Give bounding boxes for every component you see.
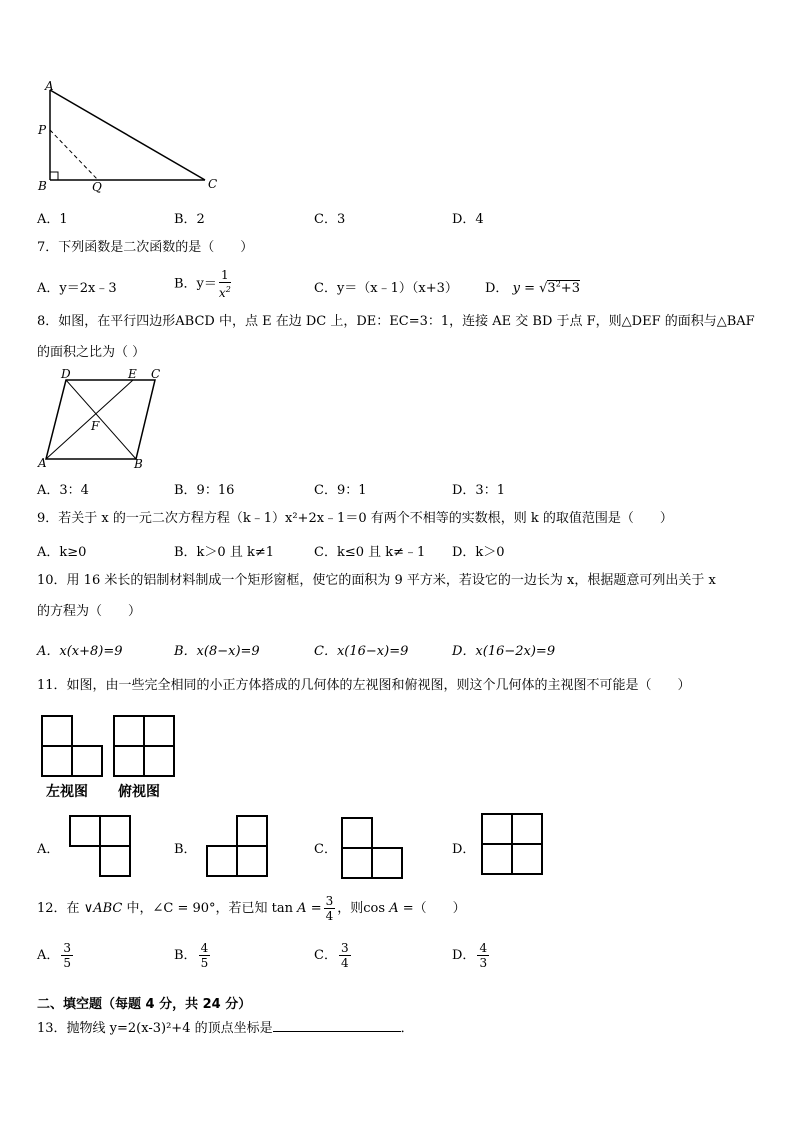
- q8-option-a[interactable]: A．3：4: [37, 483, 89, 498]
- q6-option-c[interactable]: C．3: [314, 212, 346, 227]
- q11-option-c[interactable]: C．: [314, 842, 337, 857]
- q12-b-fraction: $\frac{4}{5}$: [200, 941, 209, 970]
- q11-option-d[interactable]: D．: [452, 842, 476, 857]
- q7-b-num: 1: [219, 268, 231, 283]
- q7-b-den: $x^2$: [218, 285, 231, 300]
- q7-d-eq: =: [524, 281, 535, 296]
- q7-option-d[interactable]: [485, 277, 580, 296]
- q7-option-a[interactable]: A．y＝2x﹣3: [37, 281, 117, 296]
- q8-line1: 8．如图，在平行四边形ABCD 中，点 E 在边 DC 上，DE：EC=3：1，连接 AE 交 BD 于点 F，则△DEF 的面积与△BAF: [37, 314, 755, 329]
- q10-option-d[interactable]: D．x(16−2x)=9: [452, 644, 556, 659]
- top-view-label: 俯视图: [118, 784, 160, 800]
- q9-stem: 9．若关于 x 的一元二次方程方程（k﹣1）x²+2x﹣1＝0 有两个不相等的实数根，则 k 的取值范围是（ ）: [37, 511, 673, 526]
- q12-stem: [37, 892, 466, 926]
- q12-pre: 12．在: [37, 901, 80, 916]
- q9-option-c[interactable]: C．k≤0 且 k≠﹣1: [314, 545, 426, 560]
- q12-tan: tan: [271, 901, 294, 916]
- q11-option-a[interactable]: A．: [37, 842, 60, 857]
- q9-option-a[interactable]: A．k≥0: [37, 545, 87, 560]
- label-c2: C: [151, 367, 161, 381]
- q7-b-fraction: [219, 268, 231, 300]
- label-b2: B: [134, 457, 143, 471]
- parallelogram-figure: [30, 366, 170, 474]
- label-b: B: [38, 179, 47, 193]
- q11-option-b-figure[interactable]: [205, 814, 269, 878]
- q7-b-prefix: B．y＝: [174, 276, 217, 292]
- q10-option-c[interactable]: C．x(16−x)=9: [314, 644, 409, 659]
- q13-post: ．: [400, 1021, 414, 1036]
- q12-cos: cos: [363, 901, 386, 916]
- label-e: E: [128, 367, 137, 381]
- q11-option-b[interactable]: B．: [174, 842, 197, 857]
- q12-angle-a2: A: [389, 901, 399, 916]
- q12-option-d[interactable]: D． $\frac{4}{3}$: [452, 941, 488, 970]
- sqrt-icon: √: [539, 281, 548, 296]
- label-d: D: [61, 367, 71, 381]
- q11-stem: 11．如图，由一些完全相同的小正方体搭成的几何体的左视图和俯视图，则这个几何体的主视图不可能是（ ）: [37, 678, 691, 693]
- q13-answer-blank[interactable]: [273, 1019, 401, 1032]
- q7-option-c[interactable]: C．y＝（x﹣1）（x+3）: [314, 281, 458, 296]
- label-f: F: [91, 419, 100, 433]
- q12-eq: =: [310, 901, 322, 916]
- q8-option-d[interactable]: D．3：1: [452, 483, 505, 498]
- q13-pre: 13．抛物线 y=2(x-3)²+4 的顶点坐标是: [37, 1021, 273, 1036]
- q9-option-d[interactable]: D．k＞0: [452, 545, 505, 560]
- label-p: P: [38, 123, 47, 137]
- left-view-label: 左视图: [46, 784, 88, 800]
- q12-triangle: ∨ABC: [83, 901, 123, 916]
- triangle-figure: [30, 78, 230, 196]
- q10-line2: 的方程为（ ）: [37, 604, 142, 619]
- q12-c-fraction: $\frac{3}{4}$: [340, 941, 349, 970]
- q12-angle-a: A: [297, 901, 307, 916]
- section-heading: 二、填空题（每题 4 分，共 24 分）: [37, 997, 252, 1012]
- q7-stem: 7．下列函数是二次函数的是（ ）: [37, 240, 254, 255]
- q10-line1: 10．用 16 米长的铝制材料制成一个矩形窗框，使它的面积为 9 平方米，若设它的一边长为 x，根据题意可列出关于 x: [37, 573, 716, 588]
- top-view-figure: [112, 714, 176, 778]
- q12-tan-fraction: $\frac{3}{4}$: [325, 894, 334, 923]
- q12-option-c[interactable]: C． $\frac{3}{4}$: [314, 941, 349, 970]
- q12-d-fraction: $\frac{4}{3}$: [479, 941, 488, 970]
- q8-option-c[interactable]: C．9：1: [314, 483, 367, 498]
- q7-d-radicand: $3^2+3$: [547, 279, 580, 296]
- q9-option-b[interactable]: B．k＞0 且 k≠1: [174, 545, 275, 560]
- label-c: C: [208, 177, 218, 191]
- q7-option-b[interactable]: [174, 268, 233, 300]
- q7-d-prefix: D．: [485, 281, 509, 296]
- q12-a-fraction: $\frac{3}{5}$: [63, 941, 72, 970]
- q12-option-b[interactable]: B． $\frac{4}{5}$: [174, 941, 209, 970]
- left-view-figure: [40, 714, 104, 778]
- q6-option-b[interactable]: B．2: [174, 212, 205, 227]
- q6-option-a[interactable]: A．1: [37, 212, 68, 227]
- q6-option-d[interactable]: D．4: [452, 212, 484, 227]
- q10-option-a[interactable]: A．x(x+8)=9: [37, 644, 123, 659]
- q11-option-c-figure[interactable]: [340, 816, 404, 880]
- q12-eq2: =（ ）: [402, 901, 466, 916]
- q12-option-a[interactable]: A． $\frac{3}{5}$: [37, 941, 72, 970]
- label-a2: A: [38, 456, 47, 470]
- q12-then: ，则: [337, 901, 364, 916]
- q11-option-a-figure[interactable]: [68, 814, 132, 878]
- q11-option-d-figure[interactable]: [480, 812, 544, 876]
- q7-d-y: y: [512, 281, 520, 296]
- q8-option-b[interactable]: B．9：16: [174, 483, 235, 498]
- q12-mid: 中，∠C = 90°，若已知: [126, 901, 268, 916]
- label-q: Q: [92, 180, 102, 194]
- label-a: A: [45, 79, 54, 93]
- q10-option-b[interactable]: B．x(8−x)=9: [174, 644, 260, 659]
- q13-stem: [37, 1019, 414, 1037]
- q8-line2: 的面积之比为（ ）: [37, 345, 146, 360]
